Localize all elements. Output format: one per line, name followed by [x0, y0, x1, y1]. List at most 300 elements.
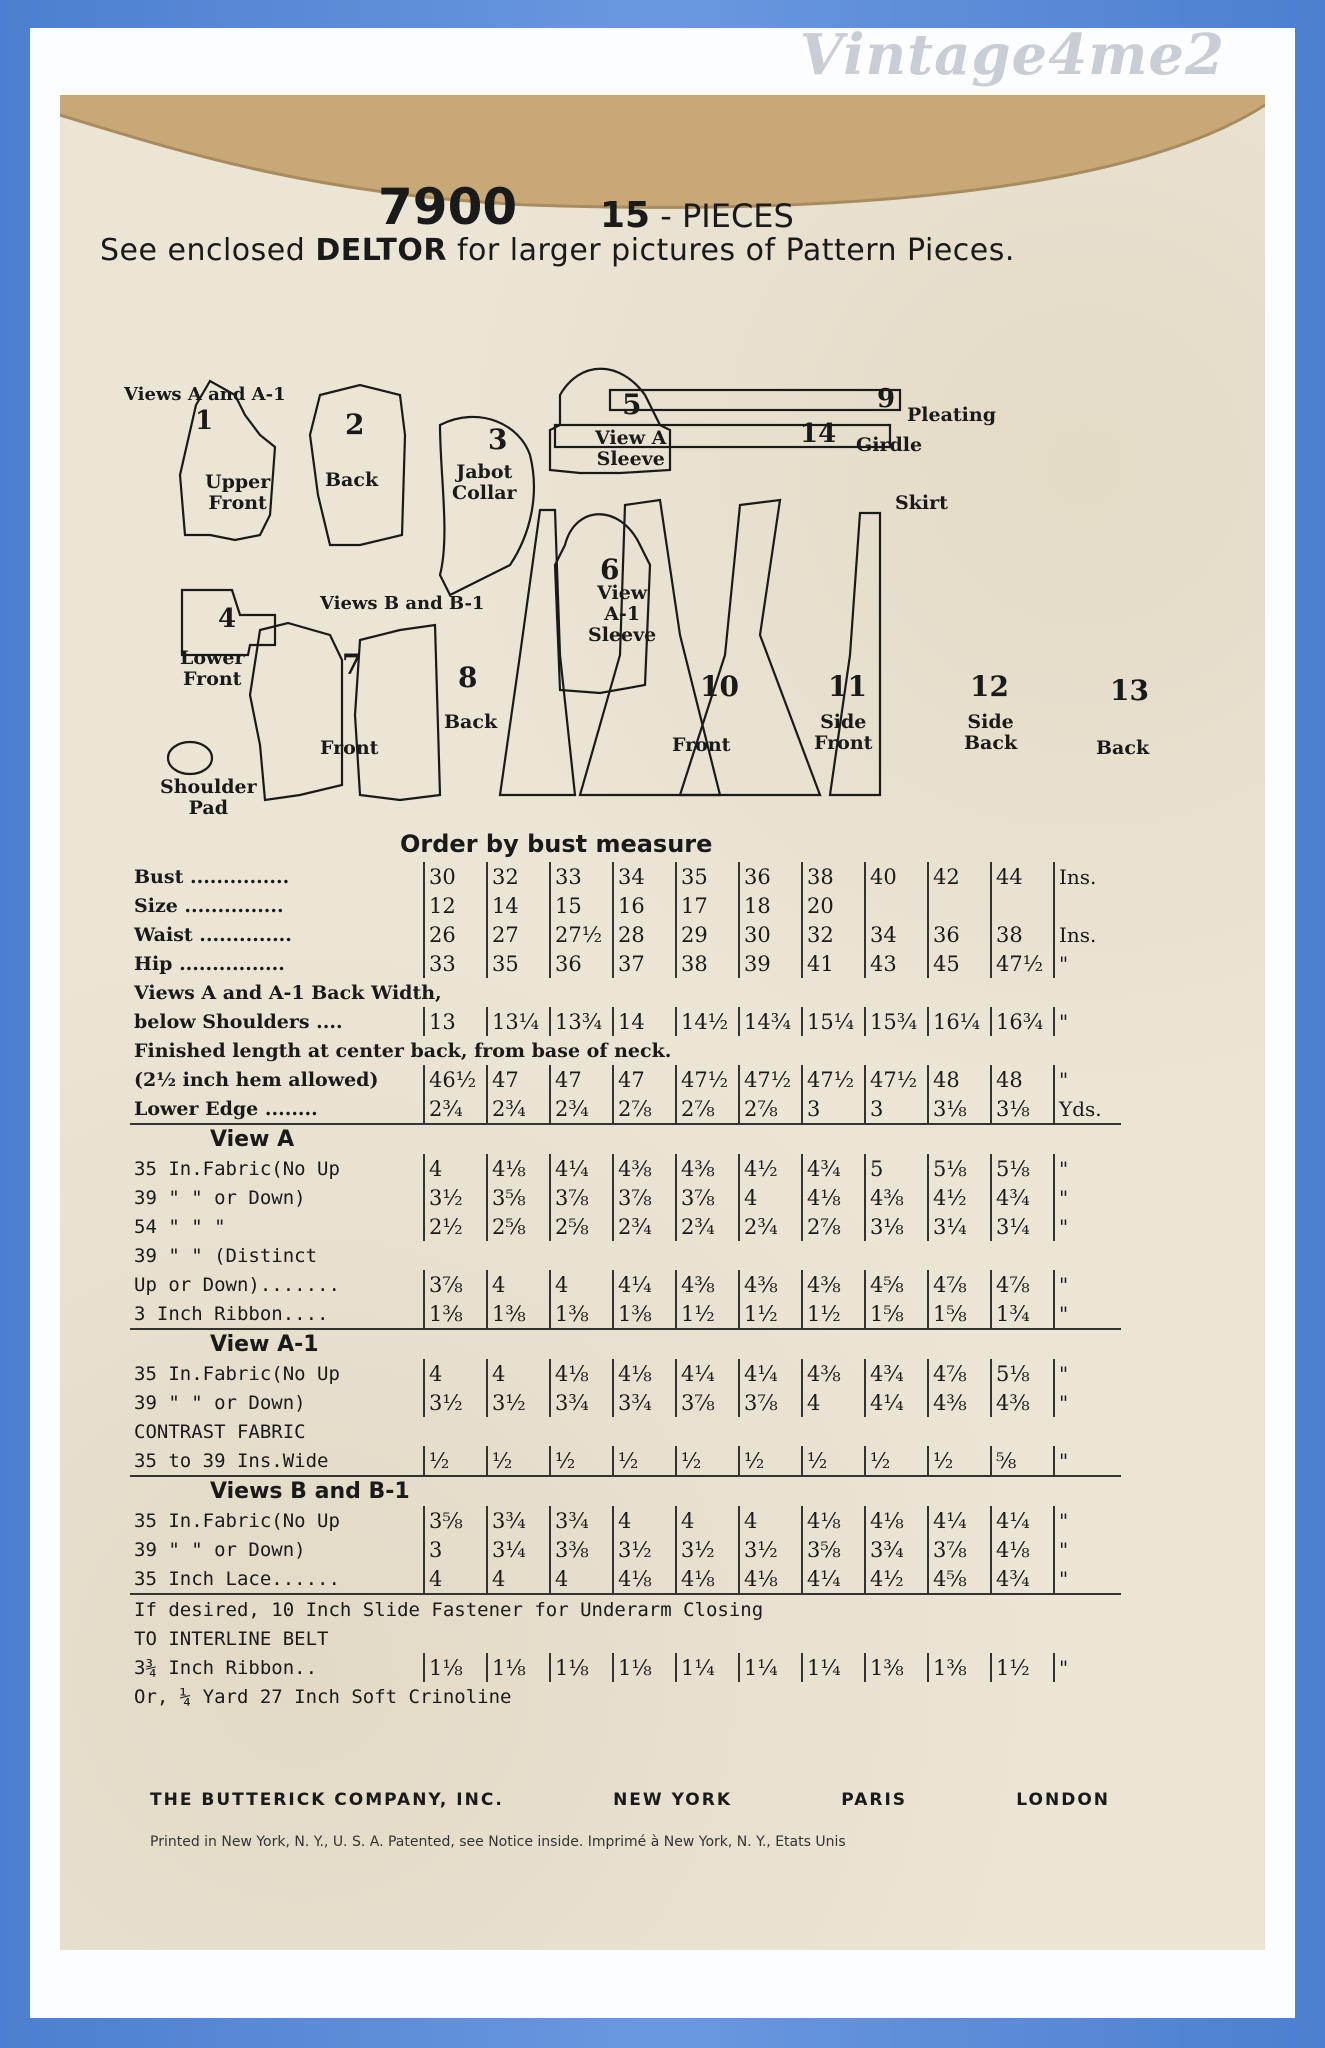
chart-cell: 42 — [928, 862, 991, 891]
chart-row — [130, 1624, 1121, 1653]
chart-cell: 5⅛ — [991, 1154, 1054, 1183]
chart-cell: 4 — [550, 1564, 613, 1594]
chart-cell: 16¼ — [928, 1007, 991, 1036]
shoulder-pad-outline — [168, 742, 212, 774]
chart-cell: 4⅜ — [613, 1154, 676, 1183]
chart-row-label: 54 " " " — [134, 1215, 226, 1238]
chart-cell: 39 — [739, 949, 802, 978]
chart-row-label: Lower Edge ........ — [134, 1097, 318, 1120]
chart-cell: 4 — [613, 1506, 676, 1535]
chart-section-heading: View A — [130, 1124, 1121, 1154]
chart-cell: 3¾ — [550, 1388, 613, 1417]
deltor-note-pre: See enclosed — [100, 233, 306, 268]
chart-cell: 1½ — [802, 1299, 865, 1329]
chart-cell: 4¾ — [991, 1183, 1054, 1212]
chart-cell: 4⅛ — [676, 1564, 739, 1594]
chart-cell — [991, 891, 1054, 920]
yardage-chart — [130, 862, 1121, 1711]
chart-row — [130, 1564, 1121, 1594]
chart-note: Finished length at center back, from base of neck. — [134, 1039, 672, 1062]
chart-cell: 27½ — [550, 920, 613, 949]
chart-row — [130, 1007, 1121, 1036]
chart-row-label: 35 In.Fabric(No Up — [134, 1509, 340, 1532]
chart-note: Or, ¼ Yard 27 Inch Soft Crinoline — [134, 1685, 512, 1708]
chart-unit: " — [1054, 1564, 1121, 1594]
chart-unit: Yds. — [1054, 1094, 1121, 1124]
chart-cell: 4 — [424, 1359, 487, 1388]
chart-row-label: 3¾ Inch Ribbon.. — [134, 1656, 318, 1679]
chart-cell: 1⅛ — [613, 1653, 676, 1682]
piece-8-outline — [355, 625, 440, 800]
piece-3-name: Jabot Collar — [452, 461, 517, 504]
chart-cell: 3⅞ — [676, 1388, 739, 1417]
chart-cell: 4⅜ — [928, 1388, 991, 1417]
chart-unit: " — [1054, 1359, 1121, 1388]
chart-cell: 1⅜ — [928, 1653, 991, 1682]
chart-cell: 4¼ — [991, 1506, 1054, 1535]
chart-cell: 41 — [802, 949, 865, 978]
chart-cell: 5⅛ — [991, 1359, 1054, 1388]
chart-row — [130, 1476, 1121, 1506]
chart-cell: 16¾ — [991, 1007, 1054, 1036]
chart-cell: 3½ — [424, 1183, 487, 1212]
chart-cell: 4⅛ — [550, 1359, 613, 1388]
chart-cell: 12 — [424, 891, 487, 920]
chart-cell: 26 — [424, 920, 487, 949]
chart-cell: 14 — [487, 891, 550, 920]
chart-cell: 3⅞ — [928, 1535, 991, 1564]
piece-11-number: 11 — [828, 670, 867, 703]
chart-cell: 4⅛ — [487, 1154, 550, 1183]
chart-cell: 2⅞ — [739, 1094, 802, 1124]
chart-cell: 36 — [550, 949, 613, 978]
piece-6-number: 6 — [600, 553, 620, 586]
chart-row — [130, 1359, 1121, 1388]
chart-cell: 30 — [739, 920, 802, 949]
piece-10-number: 10 — [700, 670, 739, 703]
chart-cell: 4⅜ — [739, 1270, 802, 1299]
chart-cell: 3⅝ — [424, 1506, 487, 1535]
chart-row-label: 35 to 39 Ins.Wide — [134, 1449, 329, 1472]
chart-cell: 1¾ — [991, 1299, 1054, 1329]
deltor-note-post: for larger pictures of Pattern Pieces. — [457, 233, 1015, 268]
chart-cell: 48 — [991, 1065, 1054, 1094]
chart-cell: 2¾ — [487, 1094, 550, 1124]
chart-cell: 4 — [550, 1270, 613, 1299]
piece-11-name: Side Front — [814, 711, 873, 754]
chart-unit: " — [1054, 1183, 1121, 1212]
chart-cell: 2¾ — [424, 1094, 487, 1124]
chart-cell: 3½ — [676, 1535, 739, 1564]
chart-cell: 4⅛ — [802, 1183, 865, 1212]
printed-notice: Printed in New York, N. Y., U. S. A. Patented, see Notice inside. Imprimé à New York, N. Y., Etats Unis — [150, 1834, 846, 1850]
chart-unit: " — [1054, 1506, 1121, 1535]
chart-cell: ⅝ — [991, 1446, 1054, 1476]
chart-section-heading: View A-1 — [130, 1329, 1121, 1359]
chart-cell: 29 — [676, 920, 739, 949]
chart-cell: 3½ — [424, 1388, 487, 1417]
chart-cell: 2⅞ — [676, 1094, 739, 1124]
chart-cell: 3¾ — [865, 1535, 928, 1564]
chart-row — [130, 1417, 1121, 1446]
watermark: Vintage4me2 — [799, 22, 1225, 88]
chart-unit: Ins. — [1054, 920, 1121, 949]
chart-cell: 1½ — [739, 1299, 802, 1329]
chart-cell: 2¾ — [550, 1094, 613, 1124]
pieces-word: - PIECES — [660, 197, 794, 235]
chart-cell: 1⅜ — [865, 1653, 928, 1682]
chart-cell: 15¾ — [865, 1007, 928, 1036]
chart-cell: 3¾ — [550, 1506, 613, 1535]
chart-row-label: 39 " " or Down) — [134, 1186, 306, 1209]
chart-cell: 1⅜ — [550, 1299, 613, 1329]
chart-cell: 1⅛ — [550, 1653, 613, 1682]
city-new-york: NEW YORK — [613, 1790, 733, 1810]
chart-row — [130, 920, 1121, 949]
chart-cell: 4½ — [928, 1183, 991, 1212]
chart-row — [130, 1124, 1121, 1154]
piece-13-number: 13 — [1110, 674, 1149, 707]
chart-unit: Ins. — [1054, 862, 1121, 891]
views-a-title: Views A and A-1 — [124, 384, 286, 405]
chart-cell: 3½ — [739, 1535, 802, 1564]
chart-cell: 13¼ — [487, 1007, 550, 1036]
chart-row-label: Waist .............. — [134, 923, 292, 946]
shoulder-pad-label: Shoulder Pad — [160, 776, 257, 819]
chart-row-label: 35 In.Fabric(No Up — [134, 1157, 340, 1180]
chart-cell: 3⅛ — [865, 1212, 928, 1241]
piece-8-name: Back — [444, 711, 498, 733]
chart-cell: 2⅞ — [613, 1094, 676, 1124]
chart-cell: 47 — [613, 1065, 676, 1094]
chart-unit: " — [1054, 1007, 1121, 1036]
piece-6-name: View A-1 Sleeve — [588, 582, 657, 646]
chart-cell: 20 — [802, 891, 865, 920]
chart-cell: 3 — [802, 1094, 865, 1124]
chart-cell: 13 — [424, 1007, 487, 1036]
chart-cell: 34 — [865, 920, 928, 949]
chart-cell: 3⅝ — [487, 1183, 550, 1212]
chart-cell: 2⅝ — [550, 1212, 613, 1241]
city-paris: PARIS — [841, 1790, 908, 1810]
chart-unit: " — [1054, 1154, 1121, 1183]
chart-cell: ½ — [739, 1446, 802, 1476]
chart-cell: ½ — [676, 1446, 739, 1476]
chart-unit: " — [1054, 1388, 1121, 1417]
chart-cell: 1½ — [676, 1299, 739, 1329]
chart-cell: 3¼ — [928, 1212, 991, 1241]
chart-cell: 4 — [487, 1359, 550, 1388]
chart-cell: 4⅝ — [865, 1270, 928, 1299]
chart-row — [130, 1682, 1121, 1711]
piece-7-name: Front — [320, 737, 379, 759]
publisher-footer — [150, 1790, 1110, 1810]
chart-cell: 1½ — [991, 1653, 1054, 1682]
chart-cell: ½ — [802, 1446, 865, 1476]
chart-cell: 3¼ — [991, 1212, 1054, 1241]
chart-row — [130, 978, 1121, 1007]
piece-9-number: 9 — [877, 384, 896, 414]
chart-row — [130, 1212, 1121, 1241]
chart-cell: 4¾ — [802, 1154, 865, 1183]
chart-cell: 47½ — [991, 949, 1054, 978]
chart-cell: 15¼ — [802, 1007, 865, 1036]
chart-cell: 3¼ — [487, 1535, 550, 1564]
chart-cell: 4 — [424, 1154, 487, 1183]
piece-12-name: Side Back — [964, 711, 1018, 754]
chart-cell: 4¼ — [676, 1359, 739, 1388]
chart-row — [130, 862, 1121, 891]
chart-cell: 3⅛ — [991, 1094, 1054, 1124]
chart-cell: 16 — [613, 891, 676, 920]
chart-cell: 3⅞ — [424, 1270, 487, 1299]
chart-unit: " — [1054, 1212, 1121, 1241]
chart-cell: 1⅛ — [487, 1653, 550, 1682]
chart-cell: 4⅜ — [676, 1270, 739, 1299]
chart-cell: 4¾ — [991, 1564, 1054, 1594]
piece-2-number: 2 — [345, 408, 365, 441]
chart-cell: 47½ — [739, 1065, 802, 1094]
piece-3-number: 3 — [488, 423, 508, 456]
chart-row — [130, 1653, 1121, 1682]
chart-cell: 4¼ — [739, 1359, 802, 1388]
chart-row-label: 39 " " or Down) — [134, 1538, 306, 1561]
chart-cell: 36 — [739, 862, 802, 891]
chart-cell: 47½ — [802, 1065, 865, 1094]
chart-row — [130, 1594, 1121, 1624]
chart-cell: 4 — [424, 1564, 487, 1594]
chart-unit: " — [1054, 1653, 1121, 1682]
chart-unit: " — [1054, 1065, 1121, 1094]
pattern-number: 7900 — [378, 178, 518, 236]
chart-cell: 4 — [739, 1506, 802, 1535]
chart-cell: 44 — [991, 862, 1054, 891]
chart-row-label: 35 Inch Lace...... — [134, 1567, 340, 1590]
piece-5-name: View A Sleeve — [595, 427, 667, 470]
chart-cell: 4¾ — [865, 1359, 928, 1388]
order-by-bust-title: Order by bust measure — [400, 830, 713, 858]
chart-cell: 3⅞ — [550, 1183, 613, 1212]
chart-cell: 34 — [613, 862, 676, 891]
chart-cell: 1¼ — [802, 1653, 865, 1682]
chart-unit: " — [1054, 1535, 1121, 1564]
chart-cell: 40 — [865, 862, 928, 891]
chart-unit — [1054, 891, 1121, 920]
chart-cell: 35 — [487, 949, 550, 978]
chart-cell: 3⅜ — [550, 1535, 613, 1564]
chart-row — [130, 1036, 1121, 1065]
chart-cell: 4⅛ — [991, 1535, 1054, 1564]
deltor-brand: DELTOR — [315, 233, 447, 268]
chart-cell: 4⅜ — [802, 1270, 865, 1299]
chart-cell: ½ — [550, 1446, 613, 1476]
chart-row — [130, 1270, 1121, 1299]
piece-2-name: Back — [325, 469, 379, 491]
chart-cell: 14¾ — [739, 1007, 802, 1036]
chart-cell: 47½ — [676, 1065, 739, 1094]
chart-cell: 4¼ — [802, 1564, 865, 1594]
chart-cell: 4⅜ — [991, 1388, 1054, 1417]
chart-cell: 5 — [865, 1154, 928, 1183]
chart-cell: 33 — [424, 949, 487, 978]
chart-cell: 2¾ — [739, 1212, 802, 1241]
chart-row — [130, 1446, 1121, 1476]
chart-cell: ½ — [865, 1446, 928, 1476]
piece-9-outline — [610, 390, 900, 410]
chart-row — [130, 1535, 1121, 1564]
chart-cell: 4 — [676, 1506, 739, 1535]
chart-cell: 1⅜ — [424, 1299, 487, 1329]
chart-cell: 47½ — [865, 1065, 928, 1094]
chart-cell: 15 — [550, 891, 613, 920]
chart-cell: 4⅛ — [613, 1564, 676, 1594]
chart-cell: 2½ — [424, 1212, 487, 1241]
chart-cell: 27 — [487, 920, 550, 949]
piece-9-name: Pleating — [907, 404, 996, 426]
piece-7-number: 7 — [342, 648, 362, 681]
chart-cell: 45 — [928, 949, 991, 978]
chart-cell: 3⅞ — [739, 1388, 802, 1417]
chart-row-label: 3 Inch Ribbon.... — [134, 1302, 329, 1325]
chart-cell: 3⅞ — [676, 1183, 739, 1212]
chart-cell: 47 — [487, 1065, 550, 1094]
chart-cell: 38 — [676, 949, 739, 978]
chart-cell: 2¾ — [676, 1212, 739, 1241]
chart-note: 39 " " (Distinct — [134, 1244, 318, 1267]
chart-cell: 3⅝ — [802, 1535, 865, 1564]
chart-cell: 13¾ — [550, 1007, 613, 1036]
chart-cell: ½ — [928, 1446, 991, 1476]
piece-10-outline — [500, 510, 575, 795]
chart-cell: 4 — [802, 1388, 865, 1417]
chart-cell: 4¼ — [550, 1154, 613, 1183]
chart-cell: 1¼ — [739, 1653, 802, 1682]
chart-cell: 4⅝ — [928, 1564, 991, 1594]
piece-12-number: 12 — [970, 670, 1009, 703]
chart-cell: 4½ — [865, 1564, 928, 1594]
chart-cell: ½ — [487, 1446, 550, 1476]
chart-row — [130, 949, 1121, 978]
chart-cell: 3½ — [613, 1535, 676, 1564]
chart-cell: 48 — [928, 1065, 991, 1094]
chart-cell: 4 — [487, 1564, 550, 1594]
chart-cell: 4¼ — [928, 1506, 991, 1535]
chart-row-label: Bust ............... — [134, 865, 290, 888]
chart-cell: 1¼ — [676, 1653, 739, 1682]
chart-cell: 4 — [487, 1270, 550, 1299]
piece-14-number: 14 — [800, 419, 837, 449]
chart-cell: 14 — [613, 1007, 676, 1036]
chart-cell: 4⅛ — [739, 1564, 802, 1594]
chart-cell: 28 — [613, 920, 676, 949]
piece-1-name: Upper Front — [205, 471, 271, 514]
chart-cell: 1⅛ — [424, 1653, 487, 1682]
chart-row — [130, 1183, 1121, 1212]
chart-cell — [928, 891, 991, 920]
chart-cell: 5⅛ — [928, 1154, 991, 1183]
city-london: LONDON — [1016, 1790, 1110, 1810]
chart-cell: 1⅜ — [613, 1299, 676, 1329]
chart-cell: 3 — [424, 1535, 487, 1564]
company-name: THE BUTTERICK COMPANY, INC. — [150, 1790, 504, 1810]
piece-10-name: Front — [672, 734, 731, 756]
chart-cell: 32 — [802, 920, 865, 949]
chart-row — [130, 1388, 1121, 1417]
chart-note: If desired, 10 Inch Slide Fastener for Underarm Closing — [130, 1594, 1121, 1624]
chart-cell: 4⅛ — [865, 1506, 928, 1535]
chart-row-label: 35 In.Fabric(No Up — [134, 1362, 340, 1385]
chart-cell: 2⅞ — [802, 1212, 865, 1241]
chart-cell: 4⅞ — [991, 1270, 1054, 1299]
chart-row — [130, 1299, 1121, 1329]
piece-1-number: 1 — [195, 406, 214, 436]
chart-row-label: below Shoulders .... — [134, 1010, 343, 1033]
chart-cell: 3¾ — [487, 1506, 550, 1535]
piece-13-name: Back — [1096, 737, 1150, 759]
chart-unit: " — [1054, 1446, 1121, 1476]
chart-cell: 4 — [739, 1183, 802, 1212]
chart-cell: 32 — [487, 862, 550, 891]
chart-row — [130, 1241, 1121, 1270]
chart-cell: 30 — [424, 862, 487, 891]
chart-cell: 33 — [550, 862, 613, 891]
chart-cell: ½ — [424, 1446, 487, 1476]
piece-4-name: Lower Front — [180, 647, 245, 690]
chart-row-label: Up or Down)....... — [134, 1273, 340, 1296]
skirt-label: Skirt — [895, 492, 948, 514]
chart-cell — [865, 891, 928, 920]
chart-cell: 1⅝ — [865, 1299, 928, 1329]
chart-cell: 17 — [676, 891, 739, 920]
chart-cell: 4⅜ — [676, 1154, 739, 1183]
chart-row-label: Hip ................ — [134, 952, 285, 975]
chart-cell: 3 — [865, 1094, 928, 1124]
chart-cell: 4⅞ — [928, 1270, 991, 1299]
chart-row — [130, 1506, 1121, 1535]
chart-cell: 38 — [802, 862, 865, 891]
chart-cell: ½ — [613, 1446, 676, 1476]
chart-cell: 4⅞ — [928, 1359, 991, 1388]
chart-cell: 35 — [676, 862, 739, 891]
chart-row-label: 39 " " or Down) — [134, 1391, 306, 1414]
pieces-number: 15 — [600, 195, 651, 236]
chart-row — [130, 1329, 1121, 1359]
chart-note: TO INTERLINE BELT — [134, 1627, 329, 1650]
chart-cell: 1⅜ — [487, 1299, 550, 1329]
chart-cell: 46½ — [424, 1065, 487, 1094]
chart-row — [130, 1154, 1121, 1183]
piece-8-number: 8 — [458, 661, 478, 694]
chart-cell: 2¾ — [613, 1212, 676, 1241]
chart-cell: 3¾ — [613, 1388, 676, 1417]
chart-note: CONTRAST FABRIC — [134, 1420, 306, 1443]
chart-cell: 4¼ — [613, 1270, 676, 1299]
chart-unit: " — [1054, 1270, 1121, 1299]
chart-cell: 36 — [928, 920, 991, 949]
chart-cell: 38 — [991, 920, 1054, 949]
chart-cell: 4¼ — [865, 1388, 928, 1417]
chart-cell: 47 — [550, 1065, 613, 1094]
chart-unit: " — [1054, 949, 1121, 978]
chart-row — [130, 891, 1121, 920]
chart-cell: 2⅝ — [487, 1212, 550, 1241]
chart-cell: 4⅜ — [865, 1183, 928, 1212]
piece-3-outline — [440, 417, 534, 595]
piece-7-outline — [250, 623, 342, 800]
chart-row — [130, 1065, 1121, 1094]
chart-cell: 4½ — [739, 1154, 802, 1183]
chart-cell: 3⅞ — [613, 1183, 676, 1212]
